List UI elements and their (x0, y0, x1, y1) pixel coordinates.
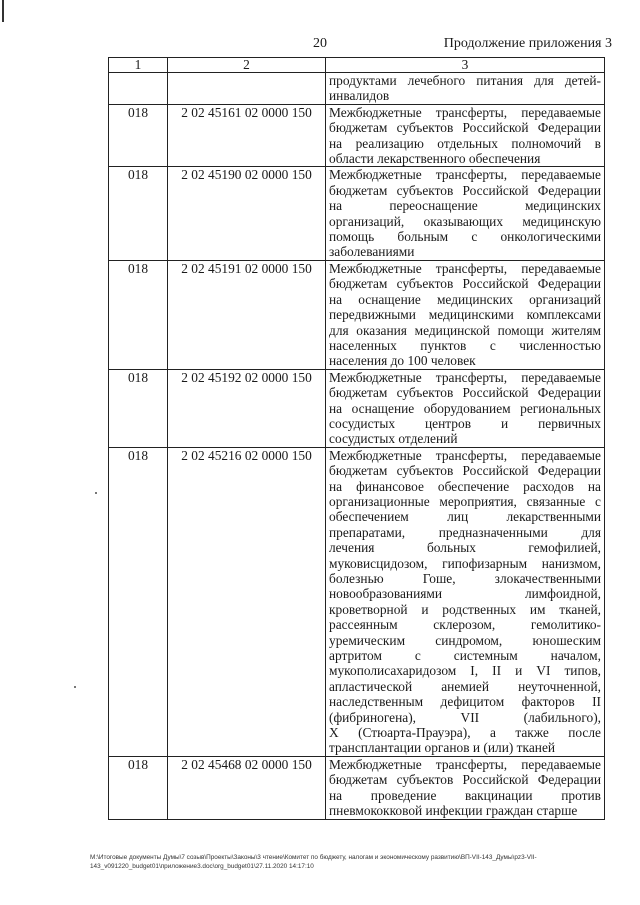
admin-code-cell (109, 73, 168, 105)
description-line: обеспечением лиц лекарственными (329, 509, 601, 525)
admin-code-cell: 018 (109, 756, 168, 819)
footer-line-1: M:\Итоговые документы Думы\7 созыв\Проекты\Законы\3 чтение\Комитет по бюджету, налогам и экономическому развитию\ВП-VII-143_Думы\pz3-VII- (90, 854, 537, 861)
revenue-code-cell: 2 02 45216 02 0000 150 (168, 447, 326, 756)
description-line: Межбюджетные трансферты, передаваемые (329, 447, 601, 463)
description-line: лечения больных гемофилией, (329, 540, 601, 556)
table-header-row (109, 58, 605, 73)
admin-code-cell: 018 (109, 167, 168, 260)
table-row (109, 260, 605, 369)
table-row (109, 167, 605, 260)
admin-code-cell: 018 (109, 447, 168, 756)
header-col-1: 1 (109, 58, 168, 73)
description-line: для оказания медицинской помощи жителям (329, 322, 601, 338)
scan-speck (74, 686, 76, 688)
description-line: заболеваниями (329, 244, 415, 260)
table-row (109, 447, 605, 756)
description-line: населенных пунктов с численностью (329, 337, 601, 353)
description-cell (326, 447, 605, 756)
description-line: бюджетам субъектов Российской Федерации (329, 182, 601, 198)
admin-code-cell: 018 (109, 260, 168, 369)
budget-table (108, 57, 605, 820)
description-line: наследственным дефицитом факторов II (329, 694, 601, 710)
description-line: на финансовое обеспечение расходов на (329, 478, 601, 494)
file-path-footer (90, 853, 610, 871)
description-cell (326, 260, 605, 369)
description-line: Межбюджетные трансферты, передаваемые (329, 167, 601, 183)
description-line: пневмококковой инфекции граждан старше (329, 803, 578, 819)
description-line: на реализацию отдельных полномочий в (329, 135, 601, 151)
description-line: бюджетам субъектов Российской Федерации (329, 385, 601, 401)
description-line: бюджетам субъектов Российской Федерации (329, 463, 601, 479)
revenue-code-cell: 2 02 45190 02 0000 150 (168, 167, 326, 260)
description-line: области лекарственного обеспечения (329, 151, 541, 167)
description-line: препаратами, предназначенными для (329, 524, 601, 540)
description-cell (326, 756, 605, 819)
description-line: (фибриногена), VII (лабильного), (329, 709, 601, 725)
description-line: новообразованиями лимфоидной, (329, 586, 601, 602)
description-cell (326, 104, 605, 167)
description-cell (326, 73, 605, 105)
table-row (109, 369, 605, 447)
description-line: X (Стюарта-Прауэра), а также после (329, 725, 601, 741)
table-row (109, 756, 605, 819)
description-line: инвалидов (329, 88, 390, 104)
description-line: на оснащение медицинских организаций (329, 291, 601, 307)
description-line: кроветворной и родственных им тканей, (329, 601, 601, 617)
revenue-code-cell: 2 02 45161 02 0000 150 (168, 104, 326, 167)
revenue-code-cell: 2 02 45191 02 0000 150 (168, 260, 326, 369)
description-line: передвижными медицинскими комплексами (329, 307, 601, 323)
description-line: рассеянным склерозом, гемолитико- (329, 617, 601, 633)
description-line: мукополисахаридозом I, II и VI типов, (329, 663, 601, 679)
admin-code-cell: 018 (109, 369, 168, 447)
description-line: на переоснащение медицинских (329, 198, 601, 214)
admin-code-cell: 018 (109, 104, 168, 167)
description-line: болезнью Гоше, злокачественными (329, 571, 601, 586)
header-col-3: 3 (326, 58, 605, 73)
description-line: организационные мероприятия, связанные с (329, 493, 601, 509)
page-number: 20 (313, 36, 327, 51)
description-line: Межбюджетные трансферты, передаваемые (329, 369, 601, 385)
description-line: трансплантации органов и (или) тканей (329, 740, 556, 756)
header-col-2: 2 (168, 58, 326, 73)
description-line: сосудистых центров и первичных (329, 415, 601, 431)
continuation-header: Продолжение приложения 3 (443, 36, 612, 51)
description-line: на проведение вакцинации против (329, 787, 601, 803)
description-line: организаций, оказывающих медицинскую (329, 213, 601, 229)
description-line: артритом с системным началом, (329, 648, 601, 664)
description-line: на оснащение оборудованием региональных (329, 400, 601, 416)
description-line: Межбюджетные трансферты, передаваемые (329, 260, 601, 276)
table-row (109, 73, 605, 105)
revenue-code-cell (168, 73, 326, 105)
revenue-code-cell: 2 02 45468 02 0000 150 (168, 756, 326, 819)
description-line: уремическим синдромом, юношеским (329, 632, 601, 648)
description-line: сосудистых отделений (329, 431, 458, 447)
description-line: бюджетам субъектов Российской Федерации (329, 772, 601, 788)
description-line: Межбюджетные трансферты, передаваемые (329, 756, 601, 772)
description-line: бюджетам субъектов Российской Федерации (329, 276, 601, 292)
scan-edge-mark (2, 0, 4, 22)
description-cell (326, 167, 605, 260)
description-line: Межбюджетные трансферты, передаваемые (329, 104, 601, 120)
description-line: продуктами лечебного питания для детей- (329, 73, 601, 88)
footer-line-2: 143_v091220_budget01\приложение3.doc\org_budget01\27.11.2020 14:17:10 (90, 863, 314, 870)
description-line: бюджетам субъектов Российской Федерации (329, 120, 601, 136)
revenue-code-cell: 2 02 45192 02 0000 150 (168, 369, 326, 447)
description-cell (326, 369, 605, 447)
scan-speck (95, 492, 97, 494)
description-line: помощь больным с онкологическими (329, 229, 601, 245)
description-line: муковисцидозом, гипофизарным нанизмом, (329, 555, 601, 571)
description-line: населения до 100 человек (329, 353, 476, 369)
description-line: апластической анемией неуточненной, (329, 678, 601, 694)
table-row (109, 104, 605, 167)
